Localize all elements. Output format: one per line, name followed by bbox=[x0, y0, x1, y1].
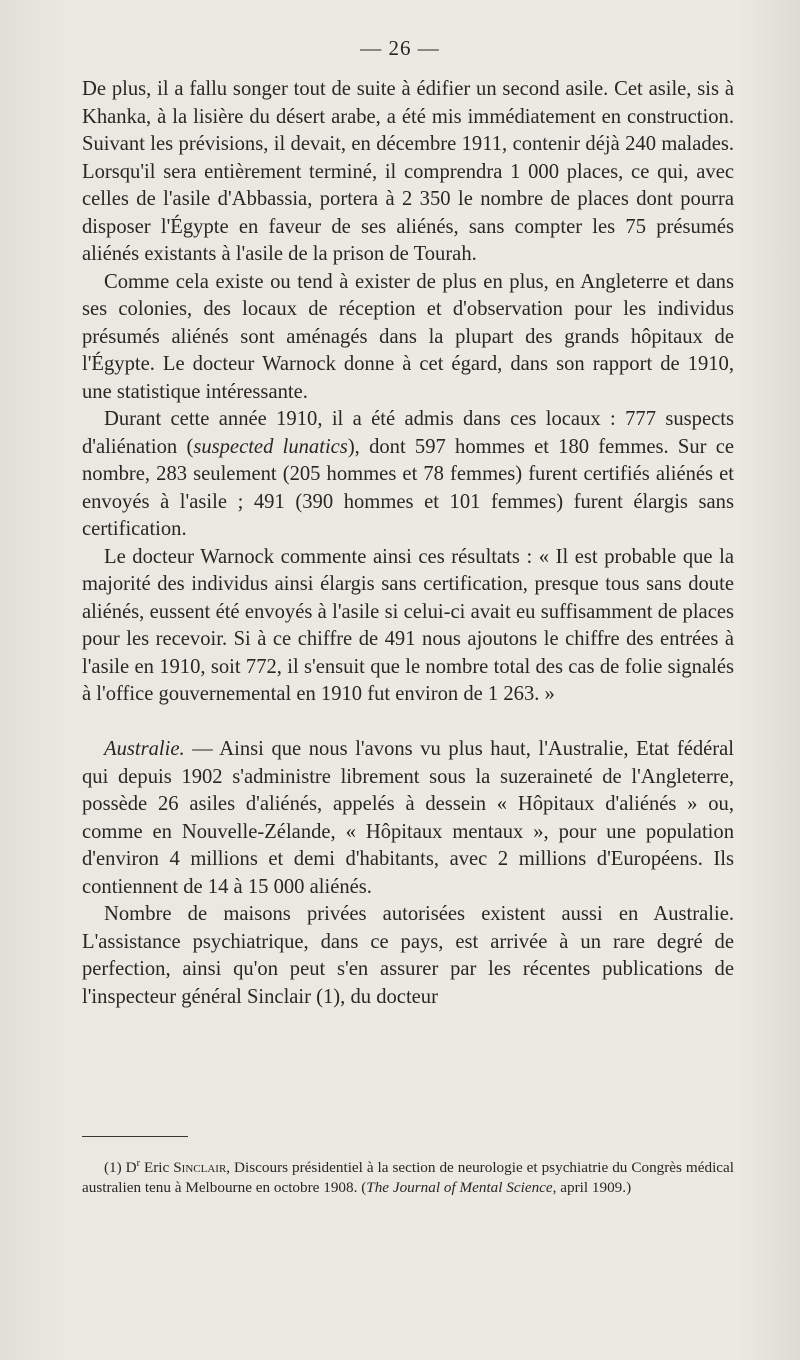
paragraph-private-houses: Nombre de maisons privées autorisées existent aussi en Australie. L'assistance psychiatrique, dans ce pays, est arrivée à un rare degré de perfection, ainsi qu'on peut s'en assurer par les récentes publications de l'inspecteur général Sinclair (1), du docteur bbox=[82, 903, 734, 1008]
body-text bbox=[82, 76, 734, 1011]
footnote-text-mid: , Discours présidentiel à la section de neurologie et psychiatrie du Congrès médical australien tenu à Melbourne en octobre 1908. ( bbox=[82, 1159, 734, 1196]
footnote bbox=[82, 1158, 734, 1198]
paragraph-australia-text: — Ainsi que nous l'avons vu plus haut, l'Australie, Etat fédéral qui depuis 1902 s'administre librement sous la suzeraineté de l'Angleterre, possède 26 asiles d'aliénés, appelés à dessein « Hôpitaux d'aliénés » ou, comme en Nouvelle-Zélande, « Hôpitaux mentaux », pour une population d'environ 4 millions et demi d'habitants, avec 2 millions d'Européens. Ils contiennent de 14 à 15 000 aliénés. bbox=[82, 738, 734, 898]
footnote-text-end: , april 1909.) bbox=[552, 1179, 632, 1196]
section-title-australia: Australie. bbox=[104, 738, 185, 760]
paragraph-observation-locals: Comme cela existe ou tend à exister de plus en plus, en Angleterre et dans ses colonies, des locaux de réception et d'observation pour les individus présumés aliénés sont aménagés dans la plupart des grands hôpitaux de l'Égypte. Le docteur Warnock donne à cet égard, dans son rapport de 1910, une statistique intéressante. bbox=[82, 270, 734, 403]
paragraph-warnock-comment: Le docteur Warnock commente ainsi ces résultats : « Il est probable que la majorité des individus ainsi élargis sans certification, presque tous sans doute aliénés, eussent été envoyés à l'asile si celui-ci avait eu suffisamment de places pour les recevoir. Si à ce chiffre de 491 nous ajoutons le chiffre des entrées à l'asile en 1910, soit 772, il s'ensuit que le nombre total des cas de folie signalés à l'office gouvernemental en 1910 fut environ de 1 263. » bbox=[82, 545, 734, 705]
footnote-marker-sup: r bbox=[136, 1157, 140, 1169]
paragraph-statistics-text-b: ), dont 597 hommes et 180 femmes. Sur ce nombre, 283 seulement (205 hommes et 78 femmes) furent certifiés aliénés et envoyés à l'asile ; 491 (390 hommes et 101 femmes) furent élargis sans certification. bbox=[82, 435, 735, 540]
paragraph-statistics-text-a: Durant cette année 1910, il a été admis dans ces locaux : 777 suspects d'aliénation ( bbox=[82, 408, 734, 458]
paragraph-australia bbox=[82, 736, 734, 901]
footnote-marker: (1) D bbox=[104, 1159, 137, 1176]
footnote-author-first: Eric bbox=[140, 1159, 174, 1176]
footnote-author-last: Sinclair bbox=[173, 1159, 227, 1176]
page-number: — 26 — bbox=[360, 36, 440, 60]
footnote-journal: The Journal of Mental Science bbox=[366, 1179, 553, 1196]
paragraph-statistics-1910 bbox=[82, 406, 734, 544]
footnote-divider bbox=[82, 1136, 188, 1137]
suspected-lunatics-term: suspected lunatics bbox=[193, 435, 348, 458]
paragraph-abbassia-khanka: De plus, il a fallu songer tout de suite à édifier un second asile. Cet asile, sis à Khanka, à la lisière du désert arabe, a été mis immédiatement en construction. Suivant les prévisions, il devait, en décembre 1911, contenir déjà 240 malades. Lorsqu'il sera entièrement terminé, il comprendra 1 000 places, ce qui, avec celles de l'asile d'Abbassia, portera à 2 350 le nombre de places dont pourra disposer l'Égypte en faveur de ses aliénés, sans compter les 75 présumés aliénés existants à l'asile de la prison de Tourah. bbox=[82, 78, 734, 265]
